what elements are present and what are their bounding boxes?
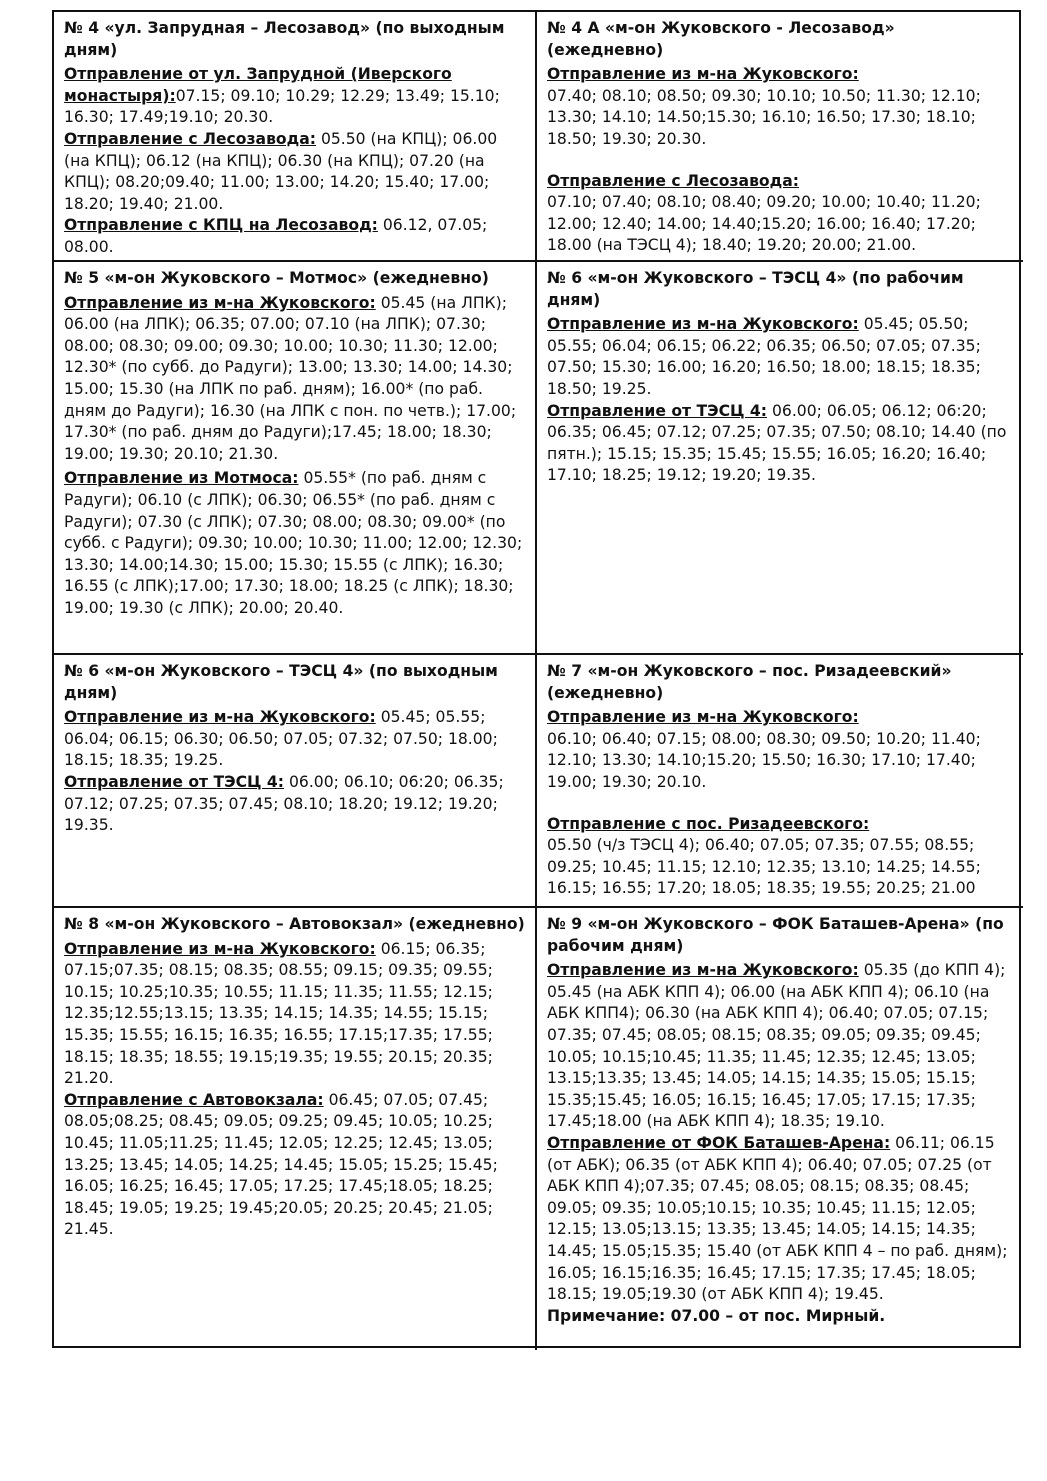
- departure-times: 06.10; 06.40; 07.15; 08.00; 08.30; 09.50; 10.20; 11.40; 12.10; 13.30; 14.10;15.20; 15.50; 16.30; 17.10; 17.40; 19.00; 19.30; 20.10.: [547, 729, 981, 791]
- route-cell-6-weekends: [54, 655, 537, 908]
- route-title: № 4 А «м-он Жуковского - Лесозавод» (ежедневно): [547, 19, 895, 59]
- schedule-table: [52, 10, 1021, 1348]
- departure-section: [64, 64, 527, 129]
- departure-label: Отправление от ТЭСЦ 4:: [64, 772, 285, 791]
- departure-section: [64, 1090, 527, 1241]
- departure-section: [547, 171, 1015, 257]
- route-title: № 6 «м-он Жуковского – ТЭСЦ 4» (по выходным дням): [64, 662, 498, 702]
- route-title: № 9 «м-он Жуковского – ФОК Баташев-Арена» (по рабочим дням): [547, 915, 1004, 955]
- route-title: № 6 «м-он Жуковского – ТЭСЦ 4» (по рабочим дням): [547, 269, 964, 309]
- route-cell-5: [54, 262, 537, 655]
- departure-label: Отправление из Мотмоса:: [64, 469, 299, 488]
- route-title: № 8 «м-он Жуковского – Автовокзал» (ежедневно): [64, 915, 525, 933]
- departure-times: 06.11; 06.15 (от АБК); 06.35 (от АБК КПП 4); 06.40; 07.05; 07.25 (от АБК КПП 4);07.35; 07.45; 08.05; 08.15; 08.35; 08.45; 09.05; 09.35; 10.05;10.15; 10.35; 10.45; 11.15; 12.05; 12.15; 13.05;13.15; 13.35; 13.45; 14.05; 14.15; 14.35; 14.45; 15.05;15.35; 15.40 (от АБК КПП 4 – по раб. дням); 16.05; 16.15;16.35; 16.45; 17.15; 17.35; 17.45; 18.05; 18.15; 19.05;19.30 (от АБК КПП 4); 19.45.: [547, 1133, 1008, 1304]
- route-cell-4a: [537, 12, 1023, 262]
- departure-label: Отправление от ФОК Баташев-Арена:: [547, 1133, 891, 1152]
- route-cell-7: [537, 655, 1023, 908]
- departure-section: [547, 314, 1015, 400]
- departure-times: 05.45 (на ЛПК); 06.00 (на ЛПК); 06.35; 07.00; 07.10 (на ЛПК); 07.30; 08.00; 08.30; 09.00; 09.30; 10.00; 10.30; 11.30; 12.00; 12.30* (по субб. до Радуги); 13.00; 13.30; 14.00; 14.30; 15.00; 15.30 (на ЛПК по раб. дням); 16.00* (по раб. дням до Радуги); 16.30 (на ЛПК с пон. по четв.); 17.00; 17.30* (по раб. дням до Радуги);17.45; 18.00; 18.30; 19.00; 19.30; 20.10; 21.30.: [64, 293, 517, 463]
- departure-times: 05.45; 05.55; 06.04; 06.15; 06.30; 06.50; 07.05; 07.32; 07.50; 18.00; 18.15; 18.35; 19.25.: [64, 708, 498, 770]
- route-cell-4: [54, 12, 537, 262]
- departure-times: 05.50 (на КПЦ); 06.00 (на КПЦ); 06.12 (на КПЦ); 06.30 (на КПЦ); 07.20 (на КПЦ); 08.20;09.40; 11.00; 13.00; 14.20; 15.40; 17.00; 18.20; 19.40; 21.00.: [64, 129, 498, 213]
- departure-times: 06.45; 07.05; 07.45; 08.05;08.25; 08.45; 09.05; 09.25; 09.45; 10.05; 10.25; 10.45; 11.05;11.25; 11.45; 12.05; 12.25; 12.45; 13.05; 13.25; 13.45; 14.05; 14.25; 14.45; 15.05; 15.25; 15.45; 16.05; 16.25; 16.45; 17.05; 17.25; 17.45;18.05; 18.25; 18.45; 19.05; 19.25; 19.45;20.05; 20.25; 20.45; 21.05; 21.45.: [64, 1090, 498, 1239]
- departure-section: [547, 401, 1015, 487]
- departure-section: [547, 707, 1015, 793]
- departure-section: [547, 960, 1015, 1133]
- departure-section: [64, 772, 527, 837]
- departure-label: Отправление с Автовокзала:: [64, 1090, 324, 1109]
- departure-times: 06.12, 07.05; 08.00.: [64, 216, 488, 256]
- route-cell-9: [537, 908, 1023, 1350]
- route-title: № 7 «м-он Жуковского – пос. Ризадеевский» (ежедневно): [547, 662, 952, 702]
- departure-label: Отправление из м-на Жуковского:: [64, 939, 376, 958]
- departure-times: 05.55* (по раб. дням с Радуги); 06.10 (с ЛПК); 06.30; 06.55* (по раб. дням с Радуги); 07.30 (с ЛПК); 07.30; 08.00; 08.30; 09.00* (по субб. с Радуги); 09.30; 10.00; 10.30; 11.00; 12.00; 12.30; 13.30; 14.00;14.30; 15.00; 15.30; 15.55 (с ЛПК); 16.30; 16.55 (с ЛПК);17.00; 17.30; 18.00; 18.25 (с ЛПК); 18.30; 19.00; 19.30 (с ЛПК); 20.00; 20.40.: [64, 469, 523, 617]
- departure-section: [64, 129, 527, 215]
- departure-times: 05.50 (ч/з ТЭСЦ 4); 06.40; 07.05; 07.35; 07.55; 08.55; 09.25; 10.45; 11.15; 12.10; 12.35; 13.10; 14.25; 14.55; 16.15; 16.55; 17.20; 18.05; 18.35; 19.55; 20.25; 21.00: [547, 836, 981, 898]
- departure-label: Отправление из м-на Жуковского:: [547, 65, 859, 84]
- departure-label: Отправление из м-на Жуковского:: [547, 315, 859, 334]
- departure-section: [547, 64, 1015, 150]
- departure-label: Отправление с пос. Ризадеевского:: [547, 814, 870, 833]
- route-cell-6-workdays: [537, 262, 1023, 655]
- departure-label: Отправление из м-на Жуковского:: [547, 708, 859, 727]
- departure-times: 05.35 (до КПП 4); 05.45 (на АБК КПП 4); 06.00 (на АБК КПП 4); 06.10 (на АБК КПП4); 06.30 (на АБК КПП 4); 06.40; 07.05; 07.15; 07.35; 07.45; 08.05; 08.15; 08.35; 09.05; 09.35; 09.45; 10.05; 10.15;10.45; 11.35; 11.45; 12.35; 12.45; 13.05; 13.15;13.35; 13.45; 14.05; 14.15; 14.35; 15.05; 15.15; 15.35;15.45; 16.05; 16.15; 16.45; 17.05; 17.15; 17.35; 17.45;18.00 (на АБК КПП 4); 18.35; 19.10.: [547, 961, 1006, 1131]
- departure-label: Отправление из м-на Жуковского:: [547, 961, 859, 980]
- departure-section: [64, 468, 527, 619]
- departure-section: [64, 215, 527, 258]
- departure-times: 07.10; 07.40; 08.10; 08.40; 09.20; 10.00; 10.40; 11.20; 12.00; 12.40; 14.00; 14.40;15.20; 16.00; 16.40; 17.20; 18.00 (на ТЭСЦ 4); 18.40; 19.20; 20.00; 21.00.: [547, 193, 981, 255]
- departure-section: [547, 1133, 1015, 1306]
- departure-label: Отправление с КПЦ на Лесозавод:: [64, 216, 378, 235]
- departure-section: [64, 939, 527, 1090]
- departure-label: Отправление от ул. Запрудной (Иверского монастыря):: [64, 65, 452, 105]
- departure-times: 07.40; 08.10; 08.50; 09.30; 10.10; 10.50; 11.30; 12.10; 13.30; 14.10; 14.50;15.30; 16.10; 16.50; 17.30; 18.10; 18.50; 19.30; 20.30.: [547, 86, 981, 148]
- departure-times: 06.15; 06.35; 07.15;07.35; 08.15; 08.35; 08.55; 09.15; 09.35; 09.55; 10.15; 10.25;10.35; 10.55; 11.15; 11.35; 11.55; 12.15; 12.35;12.55;13.15; 13.35; 14.15; 14.35; 14.55; 15.15; 15.35; 15.55; 16.15; 16.35; 16.55; 17.15;17.35; 17.55; 18.15; 18.35; 18.55; 19.15;19.35; 19.55; 20.15; 20.35; 21.20.: [64, 939, 493, 1088]
- departure-section: [64, 707, 527, 772]
- route-title: № 4 «ул. Запрудная – Лесозавод» (по выходным дням): [64, 19, 505, 59]
- departure-label: Отправление от ТЭСЦ 4:: [547, 401, 768, 420]
- departure-times: 06.00; 06.05; 06.12; 06:20; 06.35; 06.45; 07.12; 07.25; 07.35; 07.50; 08.10; 14.40 (по пятн.); 15.15; 15.35; 15.45; 15.55; 16.05; 16.20; 16.40; 17.10; 18.25; 19.12; 19.20; 19.35.: [547, 401, 1007, 485]
- departure-label: Отправление из м-на Жуковского:: [64, 708, 376, 727]
- departure-section: [547, 814, 1015, 900]
- departure-times: 05.45; 05.50; 05.55; 06.04; 06.15; 06.22; 06.35; 06.50; 07.05; 07.35; 07.50; 15.30; 16.00; 16.20; 16.50; 18.00; 18.15; 18.35; 18.50; 19.25.: [547, 315, 981, 398]
- route-note: Примечание: 07.00 – от пос. Мирный.: [547, 1306, 886, 1325]
- departure-label: Отправление с Лесозавода:: [547, 171, 799, 190]
- departure-times: 07.15; 09.10; 10.29; 12.29; 13.49; 15.10; 16.30; 17.49;19.10; 20.30.: [64, 86, 500, 127]
- departure-label: Отправление с Лесозавода:: [64, 129, 316, 148]
- route-title: № 5 «м-он Жуковского – Мотмос» (ежедневно): [64, 269, 489, 287]
- route-cell-8: [54, 908, 537, 1350]
- departure-section: [64, 293, 527, 466]
- departure-times: 06.00; 06.10; 06:20; 06.35; 07.12; 07.25; 07.35; 07.45; 08.10; 18.20; 19.12; 19.20; 19.35.: [64, 772, 504, 835]
- departure-label: Отправление из м-на Жуковского:: [64, 293, 376, 312]
